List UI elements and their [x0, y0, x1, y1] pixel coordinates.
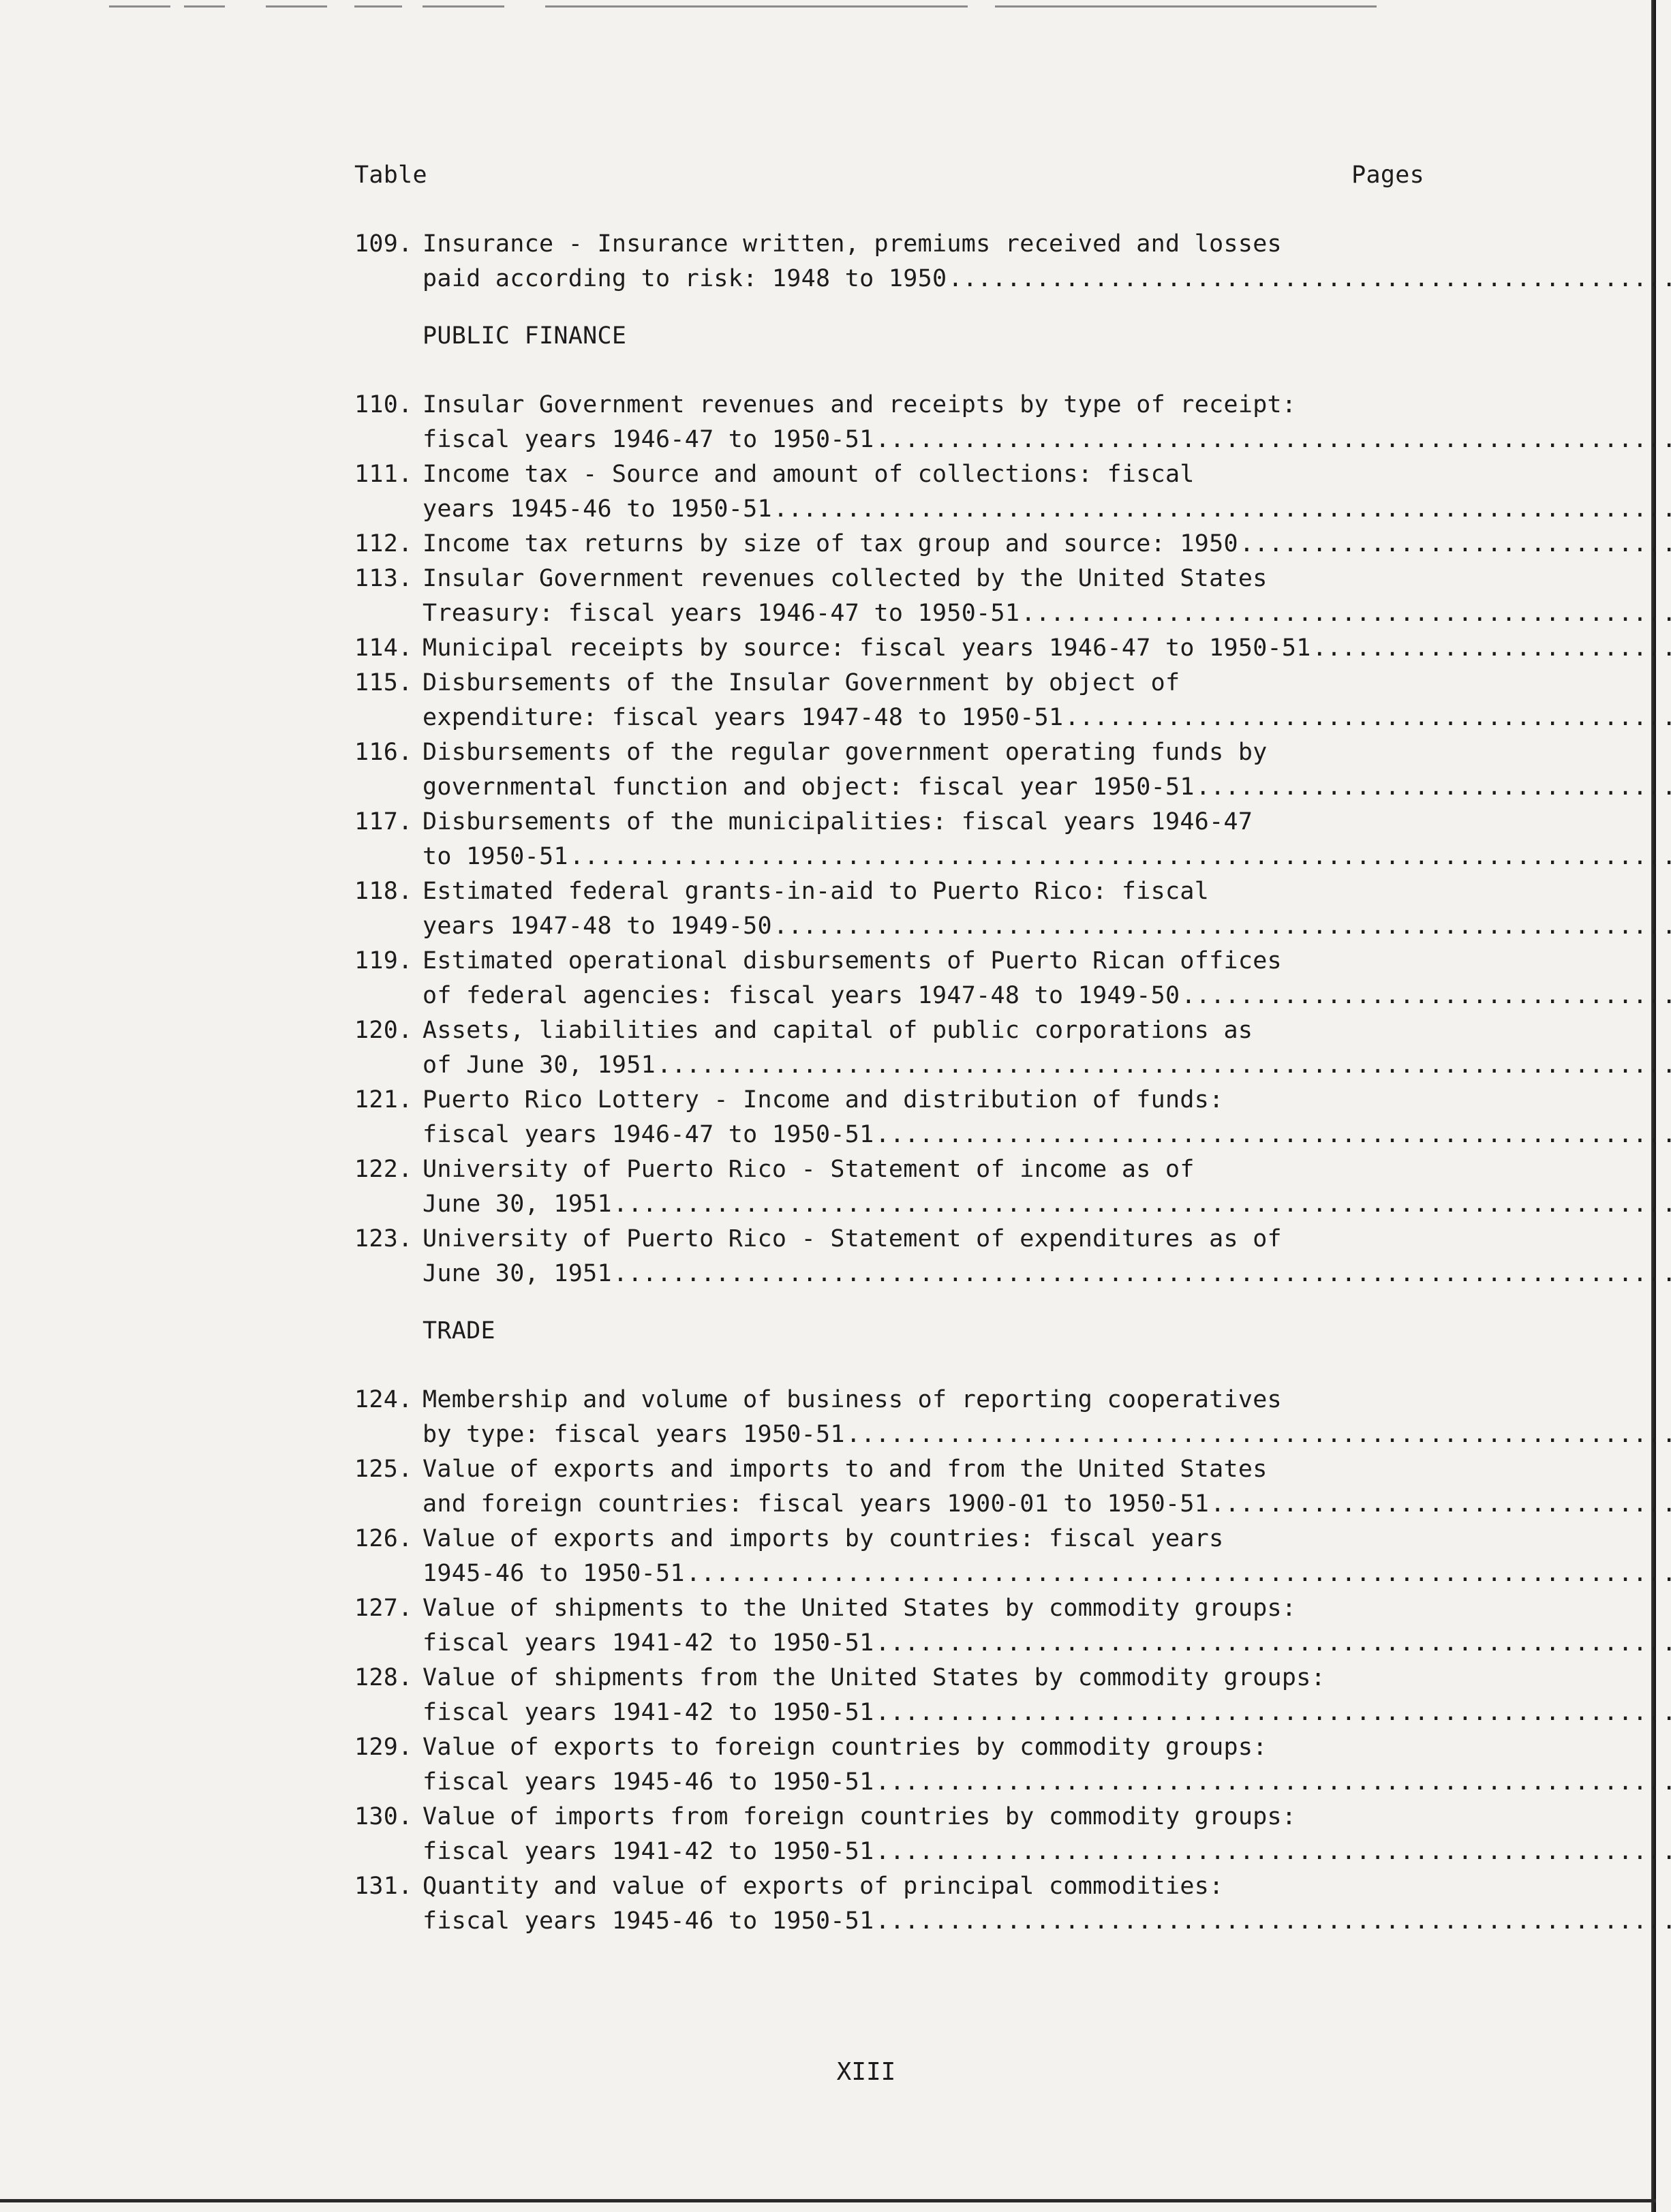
entry-title [423, 1800, 1671, 1869]
toc-entry [354, 1800, 1424, 1869]
toc-entry [354, 1591, 1424, 1661]
toc-entry [354, 1222, 1424, 1291]
toc-entry [354, 1522, 1424, 1591]
table-number: 113. [354, 565, 413, 592]
page-footer [0, 2058, 1671, 2086]
table-number: 130. [354, 1803, 413, 1830]
entry-title-line: Value of shipments from the United States by commodity groups: [423, 1664, 1326, 1691]
leader-dots [1210, 1487, 1671, 1522]
entry-title-line: of federal agencies: fiscal years 1947-48 to 1949-50 [423, 982, 1180, 1009]
entry-title-line: paid according to risk: 1948 to 1950 [423, 265, 947, 292]
entry-title [423, 1869, 1671, 1939]
section-title: PUBLIC FINANCE [423, 322, 627, 350]
table-number: 129. [354, 1734, 413, 1761]
leader-dots [876, 1695, 1671, 1730]
entry-title [423, 527, 1671, 562]
entry-title-line: Estimated operational disbursements of Puerto Rican offices [423, 947, 1282, 974]
entry-last-line [423, 527, 1671, 562]
entry-title [423, 1383, 1671, 1452]
entry-title-line: fiscal years 1941-42 to 1950-51 [423, 1629, 874, 1657]
leader-dots [613, 1257, 1671, 1291]
toc-entry [354, 1730, 1424, 1800]
table-number: 121. [354, 1086, 413, 1113]
leader-dots [846, 1417, 1671, 1452]
toc-entry [354, 631, 1424, 666]
leader-dots [876, 1118, 1671, 1152]
leader-dots [686, 1556, 1671, 1591]
toc-entry [354, 1152, 1424, 1222]
toc-header [354, 158, 1424, 193]
entry-title-line: Estimated federal grants-in-aid to Puerto Rico: fiscal [423, 878, 1210, 905]
table-number: 127. [354, 1595, 413, 1622]
table-number: 123. [354, 1225, 413, 1253]
toc-entry [354, 666, 1424, 735]
entry-title-line: Assets, liabilities and capital of public corporations as [423, 1017, 1253, 1044]
entry-last-line [423, 701, 1671, 735]
entry-title-line: to 1950-51 [423, 843, 568, 870]
page-number-roman: XIII [836, 2058, 896, 2086]
entry-title [423, 388, 1671, 457]
toc-sections [354, 227, 1424, 1939]
header-pages-label: Pages [1351, 162, 1424, 189]
entry-title [423, 1013, 1671, 1083]
entry-title-line: and foreign countries: fiscal years 1900-01 to 1950-51 [423, 1490, 1210, 1518]
page-edge-bottom [0, 2199, 1656, 2202]
toc-entry [354, 1383, 1424, 1452]
entry-last-line [423, 1626, 1671, 1661]
entry-last-line [423, 1765, 1671, 1800]
entry-title-line: Value of shipments to the United States by commodity groups: [423, 1595, 1297, 1622]
entry-last-line [423, 1695, 1671, 1730]
entry-last-line [423, 770, 1671, 805]
table-number: 125. [354, 1456, 413, 1483]
entry-title-line: 1945-46 to 1950-51 [423, 1560, 685, 1587]
entry-title [423, 735, 1671, 805]
table-number: 119. [354, 947, 413, 974]
entry-last-line [423, 979, 1671, 1013]
entry-title-line: Disbursements of the municipalities: fiscal years 1946-47 [423, 808, 1253, 835]
leader-dots [876, 1765, 1671, 1800]
entry-last-line [423, 1118, 1671, 1152]
entry-last-line [423, 909, 1671, 944]
entry-title-line: Treasury: fiscal years 1946-47 to 1950-51 [423, 600, 1020, 627]
entry-title [423, 1591, 1671, 1661]
entry-last-line [423, 631, 1671, 666]
entry-last-line [423, 1257, 1671, 1291]
entry-title-line: Income tax - Source and amount of collections: fiscal [423, 461, 1195, 488]
entry-title-line: fiscal years 1941-42 to 1950-51 [423, 1838, 874, 1865]
table-number: 115. [354, 669, 413, 696]
entry-title-line: fiscal years 1946-47 to 1950-51 [423, 1121, 874, 1148]
entry-title-line: years 1947-48 to 1949-50 [423, 912, 772, 940]
toc-entry [354, 735, 1424, 805]
entry-title [423, 1730, 1671, 1800]
leader-dots [1064, 701, 1671, 735]
entry-title-line: Value of imports from foreign countries by commodity groups: [423, 1803, 1297, 1830]
table-number: 122. [354, 1156, 413, 1183]
toc-entry [354, 562, 1424, 631]
leader-dots [1196, 770, 1671, 805]
toc-entry [354, 1452, 1424, 1522]
entry-title-line: Value of exports and imports by countries: fiscal years [423, 1525, 1224, 1552]
toc-entry [354, 944, 1424, 1013]
entry-title-line: expenditure: fiscal years 1947-48 to 1950-51 [423, 704, 1064, 731]
entry-title [423, 1222, 1671, 1291]
toc-entry [354, 1869, 1424, 1939]
entry-title-line: June 30, 1951 [423, 1191, 612, 1218]
leader-dots [1021, 596, 1671, 631]
table-number: 126. [354, 1525, 413, 1552]
entry-last-line [423, 840, 1671, 874]
entry-title [423, 805, 1671, 874]
leader-dots [657, 1048, 1671, 1083]
entry-title-line: Disbursements of the regular government operating funds by [423, 739, 1268, 766]
entry-title-line: fiscal years 1941-42 to 1950-51 [423, 1699, 874, 1726]
entry-last-line [423, 492, 1671, 527]
entry-title-line: Insurance - Insurance written, premiums received and losses [423, 230, 1282, 258]
scan-top-marks [109, 5, 1656, 10]
entry-last-line [423, 1417, 1671, 1452]
entry-last-line [423, 1487, 1671, 1522]
leader-dots [876, 1626, 1671, 1661]
table-number: 118. [354, 878, 413, 905]
entry-last-line [423, 423, 1671, 457]
entry-last-line [423, 1048, 1671, 1083]
entry-title-line: Value of exports and imports to and from the United States [423, 1456, 1268, 1483]
leader-dots [876, 423, 1671, 457]
entry-title [423, 1152, 1671, 1222]
toc-entry [354, 527, 1424, 562]
entry-title-line: Puerto Rico Lottery - Income and distribution of funds: [423, 1086, 1224, 1113]
leader-dots [1313, 631, 1671, 666]
table-number: 116. [354, 739, 413, 766]
entry-title [423, 1452, 1671, 1522]
entry-title [423, 1522, 1671, 1591]
entry-title-line: of June 30, 1951 [423, 1051, 656, 1079]
toc-entry [354, 457, 1424, 527]
entry-title-line: fiscal years 1945-46 to 1950-51 [423, 1768, 874, 1796]
entry-title [423, 1661, 1671, 1730]
table-number: 111. [354, 461, 413, 488]
entry-last-line [423, 596, 1671, 631]
entry-title [423, 874, 1671, 944]
entry-last-line [423, 1556, 1671, 1591]
leader-dots [613, 1187, 1671, 1222]
entry-title-line: Income tax returns by size of tax group and source: 1950 [423, 530, 1238, 557]
leader-dots [876, 1904, 1671, 1939]
table-number: 120. [354, 1017, 413, 1044]
entry-title-line: Value of exports to foreign countries by commodity groups: [423, 1734, 1268, 1761]
entry-last-line [423, 1904, 1671, 1939]
entry-title-line: fiscal years 1946-47 to 1950-51 [423, 426, 874, 453]
entry-title-line: June 30, 1951 [423, 1260, 612, 1287]
toc-entry [354, 1083, 1424, 1152]
table-of-contents [354, 158, 1424, 1939]
entry-title-line: Municipal receipts by source: fiscal years 1946-47 to 1950-51 [423, 634, 1311, 662]
entry-title [423, 562, 1671, 631]
entry-last-line [423, 262, 1671, 296]
entry-last-line [423, 1187, 1671, 1222]
toc-entry [354, 874, 1424, 944]
table-number: 114. [354, 634, 413, 662]
entry-title-line: years 1945-46 to 1950-51 [423, 495, 772, 523]
table-number: 131. [354, 1873, 413, 1900]
entry-last-line [423, 1834, 1671, 1869]
leader-dots [1240, 527, 1671, 562]
leader-dots [773, 492, 1671, 527]
table-number: 128. [354, 1664, 413, 1691]
header-table-label: Table [354, 162, 427, 189]
entry-title-line: by type: fiscal years 1950-51 [423, 1421, 845, 1448]
entry-title-line: Insular Government revenues and receipts by type of receipt: [423, 391, 1297, 418]
table-number: 112. [354, 530, 413, 557]
entry-title-line: Quantity and value of exports of principal commodities: [423, 1873, 1224, 1900]
table-number: 109. [354, 230, 413, 258]
entry-title-line: governmental function and object: fiscal year 1950-51 [423, 773, 1195, 801]
toc-entry [354, 388, 1424, 457]
toc-entry [354, 1013, 1424, 1083]
table-number: 124. [354, 1386, 413, 1413]
entry-title [423, 1083, 1671, 1152]
toc-entry [354, 1661, 1424, 1730]
toc-entry [354, 227, 1424, 296]
entry-title-line: Disbursements of the Insular Government by object of [423, 669, 1180, 696]
leader-dots [948, 262, 1671, 296]
entry-title [423, 457, 1671, 527]
entry-title [423, 666, 1671, 735]
entry-title [423, 944, 1671, 1013]
entry-title-line: University of Puerto Rico - Statement of income as of [423, 1156, 1195, 1183]
entry-title-line: Insular Government revenues collected by the United States [423, 565, 1268, 592]
toc-entry [354, 805, 1424, 874]
table-number: 110. [354, 391, 413, 418]
section-title: TRADE [423, 1317, 495, 1345]
entry-title-line: Membership and volume of business of reporting cooperatives [423, 1386, 1282, 1413]
entry-title-line: University of Puerto Rico - Statement of expenditures as of [423, 1225, 1282, 1253]
leader-dots [876, 1834, 1671, 1869]
leader-dots [773, 909, 1671, 944]
table-number: 117. [354, 808, 413, 835]
entry-title-line: fiscal years 1945-46 to 1950-51 [423, 1907, 874, 1935]
leader-dots [570, 840, 1671, 874]
entry-title [423, 227, 1671, 296]
entry-title [423, 631, 1671, 666]
leader-dots [1181, 979, 1671, 1013]
